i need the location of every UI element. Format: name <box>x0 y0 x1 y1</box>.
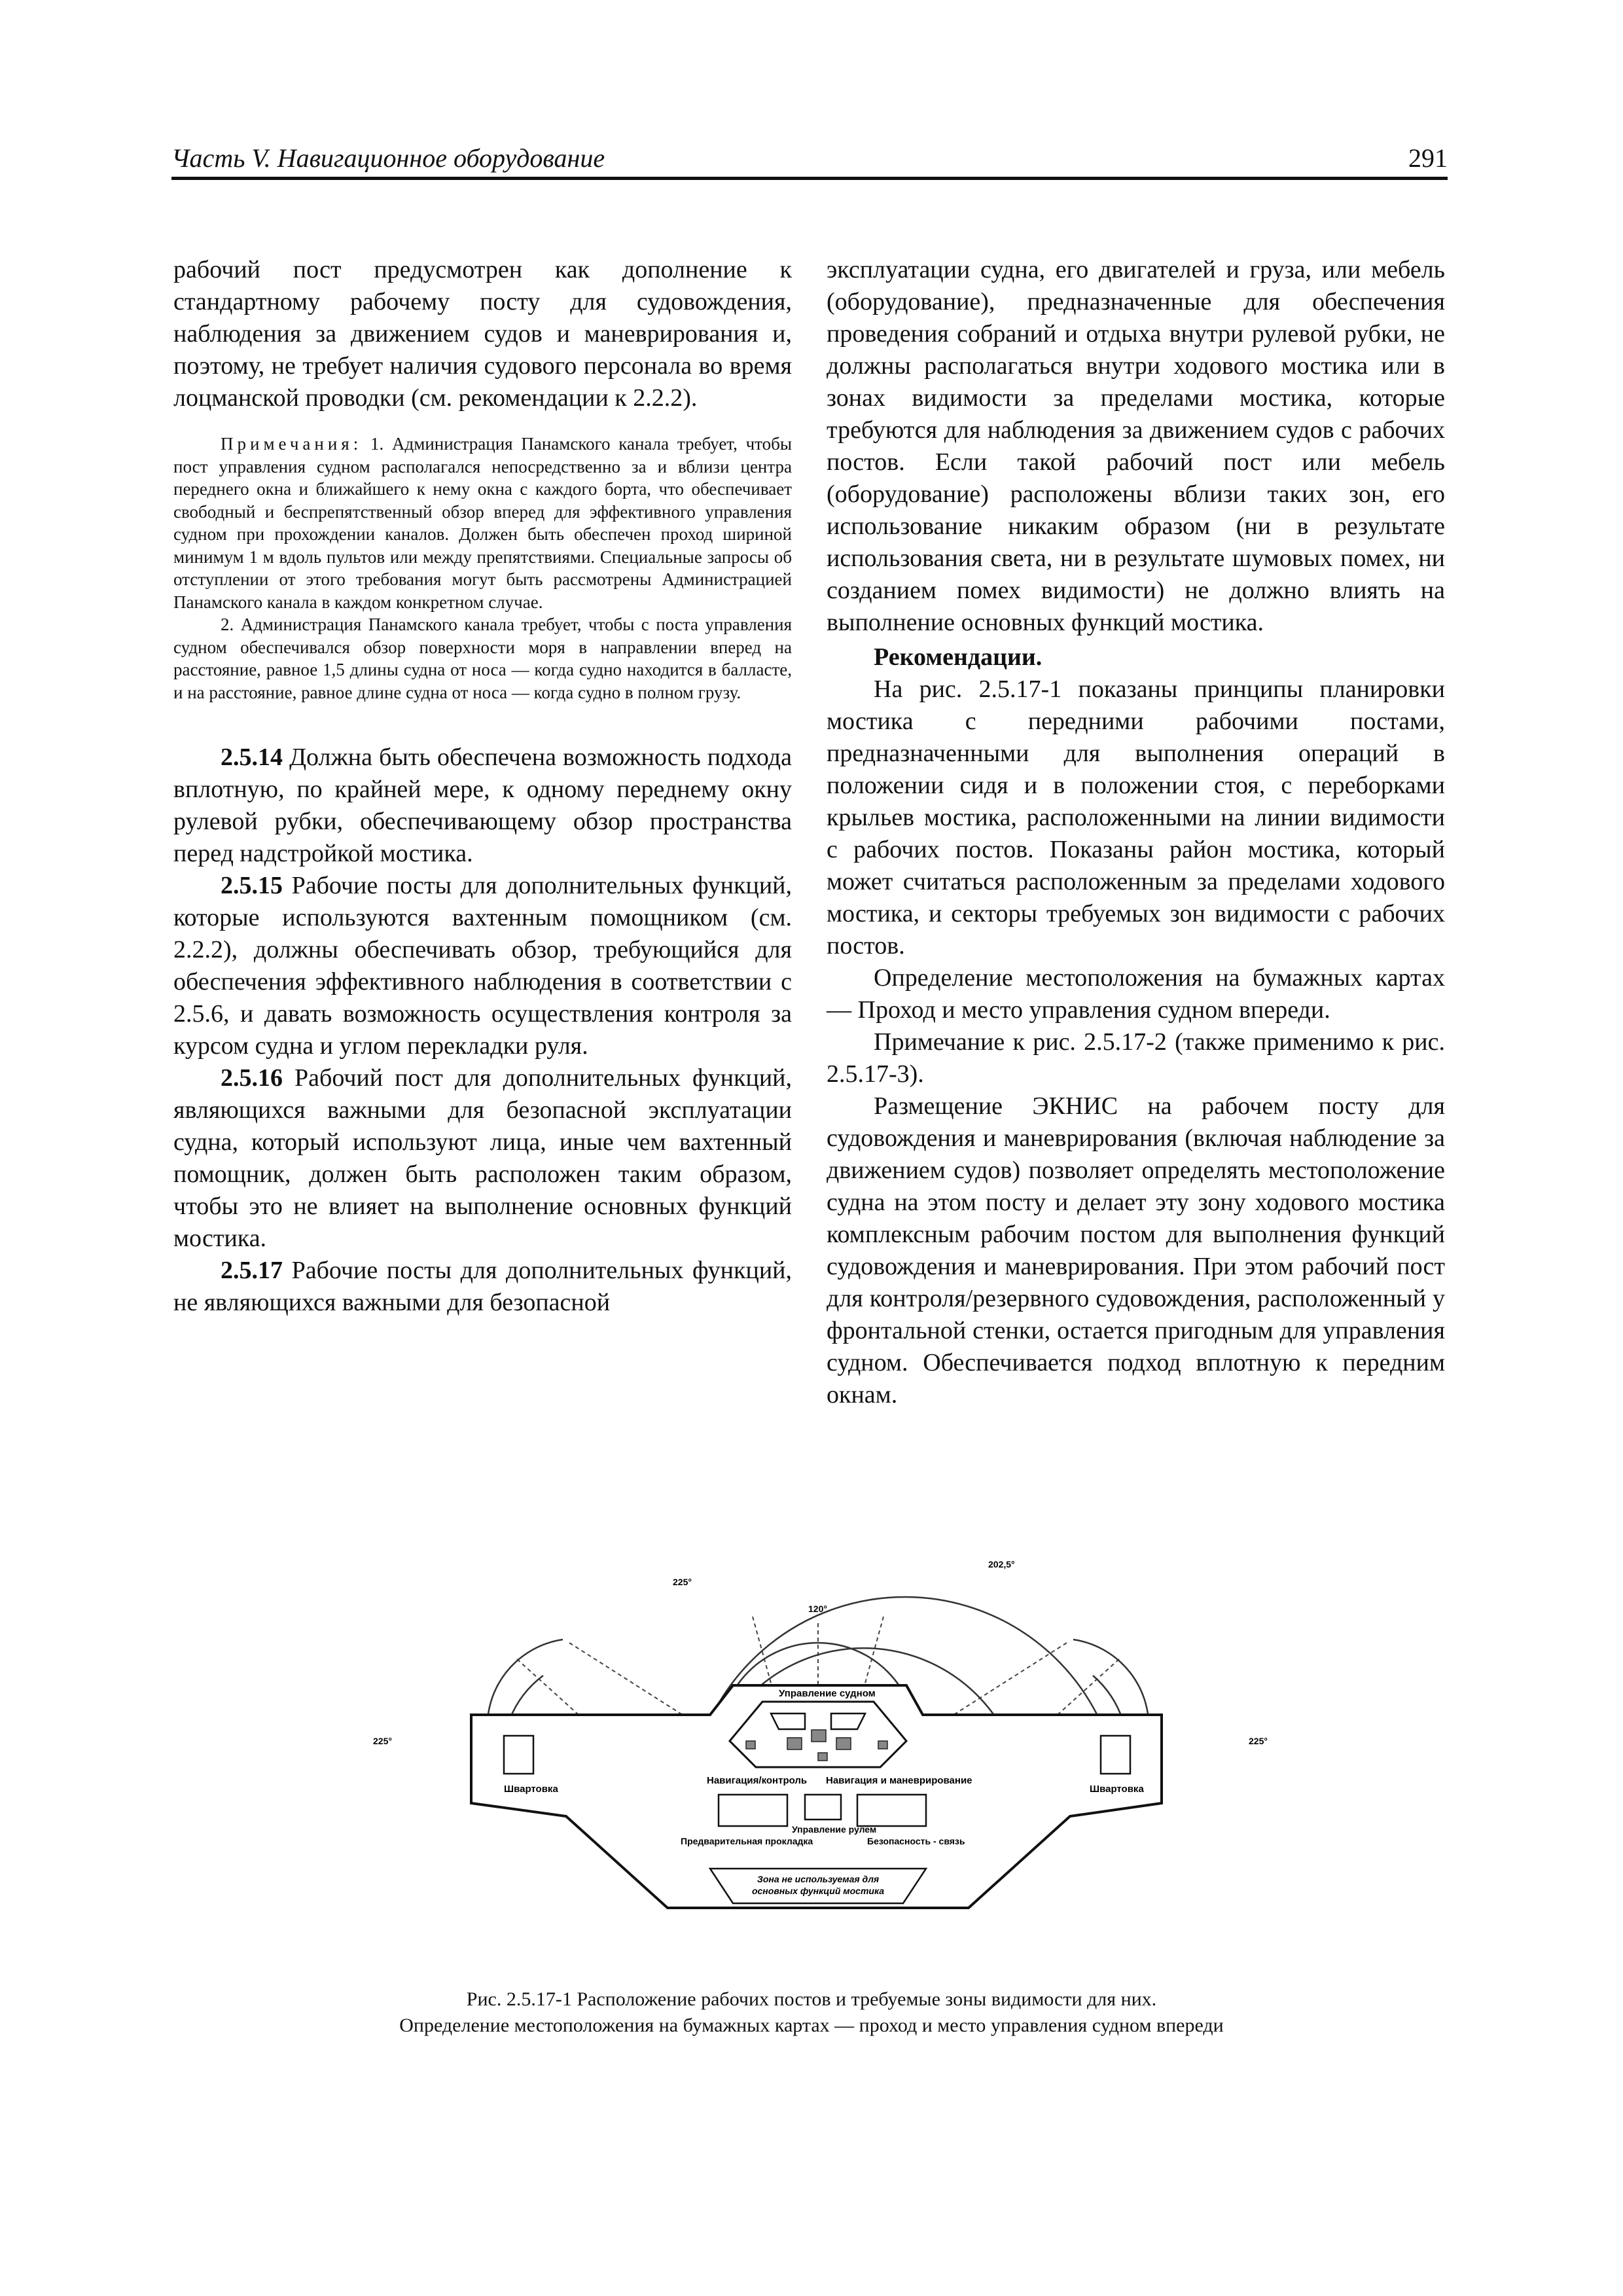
label-safety: Безопасность - связь <box>867 1836 965 1846</box>
note-1-text: 1. Администрация Панамского канала требует, чтобы пост управления судном располагался непосредственно за и вблизи центра переднего окна и ближайшего к нему окна с каждого борта, что обеспечивает свободный и беспрепятственный обзор вперед для эффективного управления судном при прохождении каналов. Должен быть обеспечен проход шириной минимум 1 м вдоль пультов или между препятствиями. Специальные запросы об отступлении от этого требования могут быть рассмотрены Администрацией Панамского канала в каждом конкретном случае. <box>173 434 792 612</box>
recommendation-paragraph-1: На рис. 2.5.17-1 показаны принципы планировки мостика с передними рабочими постами, предназначенными для выполнения операций в положении сидя и в положении стоя, с переборками крыльев мостика, расположенными на линии видимости с рабочих постов. Показаны район мостика, который может считаться расположенным за пределами ходового мостика, и секторы требуемых зон видимости с рабочих постов. <box>827 675 1445 960</box>
clause-text: Рабочие посты для дополнительных функций, которые используются вахтенным помощником (см. 2.2.2), должны обеспечивать обзор, требующийся для обеспечения эффективного наблюдения в соответствии с 2.5.6, и давать возможность осуществления контроля за курсом судна и углом перекладки руля. <box>173 872 792 1060</box>
clause-number: 2.5.15 <box>221 872 283 899</box>
label-zone-line1: Зона не используемая для <box>757 1874 880 1884</box>
label-ship-control: Управление судном <box>779 1688 876 1699</box>
note-2: 2. Администрация Панамского канала требует, чтобы с поста управления судном обеспечивался обзор поверхности моря в направлении вперед на расстояние, равное 1,5 длины судна от носа — когда судно находится в балласте, и на расстояние, равное длине судна от носа — когда судно в полном грузу. <box>173 615 792 702</box>
angle-225-right: 225° <box>1249 1736 1268 1746</box>
angle-225-left: 225° <box>373 1736 392 1746</box>
recommendations-heading: Рекомендации. <box>874 643 1043 671</box>
clause-text: Рабочий пост для дополнительных функций, являющихся важными для безопасной эксплуатации судна, который используют лица, иные чем вахтенный помощник, должен быть расположен таким образом, чтобы это не влияет на выполнение основных функций мостика. <box>173 1064 792 1252</box>
page-header <box>171 143 1448 177</box>
label-zone-line2: основных функций мостика <box>751 1886 885 1896</box>
figure-caption <box>173 1986 1450 2039</box>
recommendation-paragraph-4: Размещение ЭКНИС на рабочем посту для судовождения и маневрирования (включая наблюдение за движением судов) позволяет определять местоположение судна на этом посту и делает эту зону ходового мостика комплексным рабочим постом для выполнения функций судовождения и маневрирования. При этом рабочий пост для контроля/резервного судовождения, расположенный у фронтальной стенки, остается пригодным для управления судном. Обеспечивается подход вплотную к передним окнам. <box>827 1092 1445 1408</box>
clause-number: 2.5.17 <box>221 1257 283 1284</box>
angle-202-5: 202,5° <box>988 1559 1015 1570</box>
spacer <box>173 704 792 742</box>
clause-2-5-17 <box>173 1255 792 1319</box>
recommendation-paragraph-2: Определение местоположения на бумажных картах — Проход и место управления судном впереди. <box>827 964 1445 1024</box>
caption-line-2: Определение местоположения на бумажных картах — проход и место управления судном впереди <box>399 2015 1224 2036</box>
clause-number: 2.5.14 <box>221 744 283 771</box>
header-rule <box>171 177 1448 180</box>
label-steering: Управление рулем <box>792 1824 877 1835</box>
label-nav-control: Навигация/контроль <box>707 1775 808 1786</box>
clause-2-5-15 <box>173 870 792 1062</box>
note-label: Примечания: <box>221 434 363 454</box>
note-1 <box>173 433 792 613</box>
label-nav-maneuver: Навигация и маневрирование <box>826 1775 972 1786</box>
clause-2-5-14 <box>173 742 792 870</box>
label-mooring-right: Швартовка <box>1090 1784 1144 1795</box>
clause-text: Должна быть обеспечена возможность подхода вплотную, по крайней мере, к одному переднему окну рулевой рубки, обеспечивающему обзор пространства перед надстройкой мостика. <box>173 744 792 867</box>
clause-number: 2.5.16 <box>221 1064 283 1092</box>
angle-120: 120° <box>808 1604 827 1614</box>
clause-text: Рабочие посты для дополнительных функций, не являющихся важными для безопасной <box>173 1257 792 1316</box>
angle-225-top: 225° <box>673 1577 692 1587</box>
left-column <box>173 254 792 1319</box>
intro-paragraph: рабочий пост предусмотрен как дополнение к стандартному рабочему посту для судовождения, наблюдения за движением судов и маневрирования и, поэтому, не требует наличия судового персонала во время лоцманской проводки (см. рекомендации к 2.2.2). <box>173 256 792 412</box>
continuation-paragraph: эксплуатации судна, его двигателей и груза, или мебель (оборудование), предназначенные для обеспечения проведения собраний и отдыха внутри рулевой рубки, не должны располагаться внутри ходового мостика или в зонах видимости за пределами мостика, которые требуются для наблюдения за движением судов с рабочих постов. Если такой рабочий пост или мебель (оборудование) расположены вблизи таких зон, его использование никаким образом (ни в результате использования света, ни в результате шумовых помех, ни созданием помех видимости) не должно влиять на выполнение основных функций мостика. <box>827 256 1445 636</box>
label-mooring-left: Швартовка <box>504 1784 558 1795</box>
right-column <box>827 254 1445 1411</box>
clause-2-5-16 <box>173 1062 792 1255</box>
running-title: Часть V. Навигационное оборудование <box>171 143 605 173</box>
label-planning: Предварительная прокладка <box>681 1836 813 1846</box>
bridge-layout-figure <box>347 1545 1289 1944</box>
caption-line-1: Рис. 2.5.17-1 Расположение рабочих постов и требуемые зоны видимости для них. <box>466 1988 1157 2010</box>
recommendation-paragraph-3: Примечание к рис. 2.5.17-2 (также применимо к рис. 2.5.17-3). <box>827 1028 1445 1088</box>
page-number: 291 <box>1408 143 1448 173</box>
bridge-layout-diagram <box>347 1545 1289 1944</box>
